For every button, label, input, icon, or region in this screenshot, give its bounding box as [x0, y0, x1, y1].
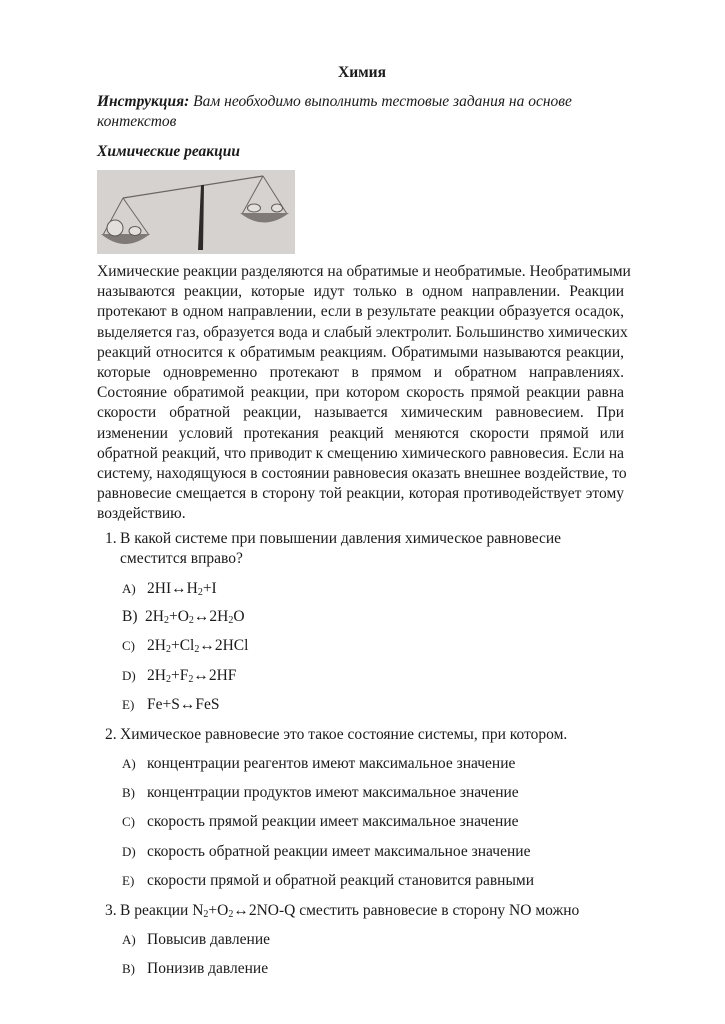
option-letter: C) — [122, 814, 135, 829]
paragraph-line: скорости обратной реакции, называется химическим равновесием. При — [97, 404, 624, 422]
q2-option-e[interactable] — [122, 872, 534, 890]
paragraph-line: Состояние обратимой реакции, при котором скорость прямой реакции равна — [97, 384, 624, 402]
option-formula: $2H_2+Cl_2\leftrightarrow 2HCl$ — [147, 637, 249, 655]
option-text: скорости прямой и обратной реакций становится равными — [147, 872, 534, 889]
instruction-text: Вам необходимо выполнить тестовые задания на основе — [189, 93, 572, 110]
option-letter: B) — [122, 961, 135, 976]
option-letter: B) — [122, 785, 135, 800]
paragraph-line: Химические реакции разделяются на обратимые и необратимые. Необратимыми — [97, 263, 631, 280]
question-text: В реакции $N_2+O_2\leftrightarrow 2NO-Q$ сместить равновесие в сторону NO можно — [120, 902, 580, 920]
q2-option-a[interactable] — [122, 755, 515, 773]
paragraph-line: называются реакции, которые идут только в одном направлении. Реакции — [97, 283, 624, 301]
question-2 — [105, 725, 625, 745]
option-letter: C) — [122, 638, 135, 653]
q2-option-b[interactable] — [122, 784, 519, 802]
q1-option-b[interactable] — [122, 608, 245, 626]
instruction-text-continued: контекстов — [97, 113, 177, 130]
question-number: 3. — [105, 902, 117, 919]
paragraph-line: которые одновременно протекают в прямом и обратном направлениях. — [97, 364, 624, 382]
question-text: Химическое равновесие это такое состояние системы, при котором. — [120, 726, 568, 743]
q2-option-d[interactable] — [122, 843, 530, 861]
paragraph-line: изменении условий протекания реакций меняются скорости прямой или — [97, 424, 624, 442]
option-letter: D) — [122, 668, 136, 683]
paragraph-line: протекают в одном направлении, если в результате реакции образуется осадок, — [97, 303, 624, 321]
q3-option-a[interactable] — [122, 931, 270, 949]
option-letter: A) — [122, 581, 136, 596]
option-formula: Fe+S↔FeS — [147, 696, 220, 713]
option-letter: D) — [122, 844, 136, 859]
question-text-continued: сместится вправо? — [120, 550, 243, 567]
question-number: 1. — [105, 530, 117, 547]
document-title: Химия — [338, 64, 386, 81]
option-letter: A) — [122, 756, 136, 771]
option-formula: $2HI\leftrightarrow H_2+I$ — [147, 580, 217, 598]
option-text: концентрации продуктов имеют максимальное значение — [147, 784, 519, 801]
balance-scale-icon — [97, 170, 295, 254]
q2-option-c[interactable] — [122, 813, 519, 831]
option-text: скорость прямой реакции имеет максимальное значение — [147, 813, 519, 830]
question-3 — [105, 901, 625, 921]
option-text: концентрации реагентов имеют максимальное значение — [147, 755, 516, 772]
question-number: 2. — [105, 726, 117, 743]
question-1 — [105, 529, 625, 569]
paragraph-line: воздействию. — [97, 505, 186, 523]
question-text: В какой системе при повышении давления химическое равновесие — [120, 530, 562, 547]
option-formula: $2H_2+O_2\leftrightarrow 2H_2O$ — [145, 608, 245, 626]
option-text: Повысив давление — [147, 931, 271, 948]
instruction — [97, 92, 627, 132]
paragraph-line: обратной реакций, что приводит к смещению химического равновесия. Если на — [97, 444, 624, 462]
option-text: скорость обратной реакции имеет максимальное значение — [147, 843, 531, 860]
balance-scale-image — [97, 170, 295, 254]
paragraph-line: систему, находящуюся в состоянии равновесия оказать внешнее воздействие, то — [97, 465, 627, 483]
option-letter: E) — [122, 697, 135, 712]
q1-option-e[interactable] — [122, 696, 219, 714]
paragraph-line: реакций относится к обратимым реакциям. Обратимыми называются реакции, — [97, 343, 624, 361]
paragraph-line: выделяется газ, образуется вода и слабый электролит. Большинство химических — [97, 323, 628, 341]
option-text: Понизив давление — [147, 960, 269, 977]
q3-option-b[interactable] — [122, 960, 268, 978]
option-formula: $2H_2+F_2\leftrightarrow 2HF$ — [147, 667, 237, 685]
q1-option-a[interactable] — [122, 580, 217, 598]
paragraph-line: равновесие смещается в сторону той реакции, которая противодействует этому — [97, 485, 624, 503]
option-letter: A) — [122, 932, 136, 947]
q1-option-d[interactable] — [122, 667, 236, 685]
q1-option-c[interactable] — [122, 637, 248, 655]
option-letter: E) — [122, 873, 135, 888]
option-letter: B) — [122, 608, 138, 625]
instruction-label: Инструкция: — [97, 93, 190, 110]
section-title: Химические реакции — [97, 143, 241, 160]
context-paragraph — [97, 262, 631, 525]
